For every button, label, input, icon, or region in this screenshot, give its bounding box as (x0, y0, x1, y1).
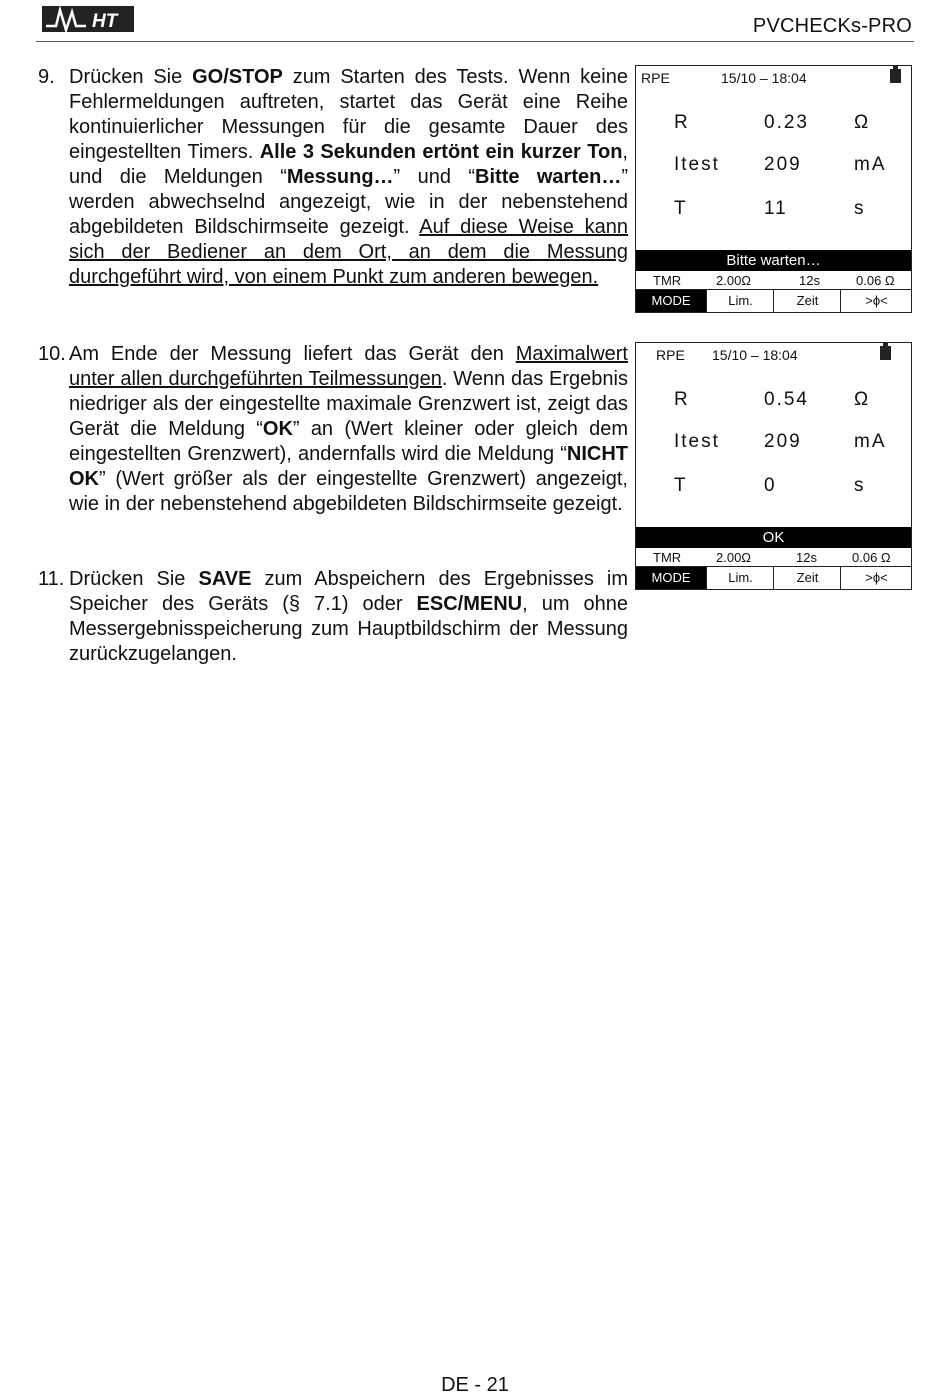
text-segment: Alle 3 Sekunden ertönt ein kurzer Ton (259, 141, 623, 163)
text-segment: Drücken Sie (69, 66, 193, 88)
offset-value: 0.06 Ω (852, 550, 891, 565)
text-segment: ” und “ (393, 166, 476, 188)
limit-value: 2.00Ω (716, 273, 752, 288)
instrument-screen-measuring (635, 65, 912, 313)
row-label: Itest (674, 431, 720, 452)
text-segment: zum Starten des Tests. Wenn keine Fehlermeldungen auftreten, startet das Gerät eine Reihe kontinuierlicher Messungen für die gesamte Dauer des eingestellten Timers. (69, 66, 628, 163)
row-unit: s (854, 475, 866, 496)
step-text (69, 65, 628, 290)
text-segment: Bitte warten… (475, 166, 622, 188)
row-unit: Ω (854, 389, 871, 410)
softkey-lim[interactable]: Lim. (706, 290, 774, 312)
step-number: 10. (38, 343, 66, 365)
instrument-screen-result (635, 342, 912, 590)
row-value: 209 (764, 431, 802, 452)
softkey-zero[interactable]: >ϕ< (840, 567, 912, 589)
softkey-zeit[interactable]: Zeit (773, 567, 841, 589)
text-segment: , um ohne Messergebnisspeicherung zum Hauptbildschirm der Messung zurückzugelangen. (69, 593, 628, 665)
tmr-label: TMR (653, 273, 682, 288)
battery-icon (880, 346, 891, 360)
limit-value: 2.00Ω (716, 550, 752, 565)
mode-label: RPE (641, 70, 670, 86)
row-label: R (674, 389, 690, 410)
softkey-bar (636, 567, 911, 589)
mode-label: RPE (656, 347, 685, 363)
page-number: DE - 21 (441, 1374, 509, 1396)
text-segment: GO/STOP (192, 66, 283, 88)
datetime: 15/10 – 18:04 (712, 347, 798, 363)
row-value: 0 (764, 475, 777, 496)
text-segment: ” werden abwechselnd angezeigt, wie in der nebenstehend abgebildeten Bildschirmseite gezeigt. (69, 166, 628, 238)
text-segment: , und die Meldungen “ (69, 141, 628, 188)
row-value: 0.54 (764, 389, 809, 410)
step-text (69, 342, 628, 517)
step-number: 11. (38, 568, 65, 590)
datetime: 15/10 – 18:04 (721, 70, 807, 86)
row-unit: Ω (854, 112, 871, 133)
row-value: 11 (764, 198, 788, 219)
text-segment: Auf diese Weise kann sich der Bediener an dem Ort, an dem die Messung durchgeführt wird, von einem Punkt zum anderen bewegen. (69, 216, 628, 288)
text-segment: SAVE (198, 568, 252, 590)
row-label: R (674, 112, 690, 133)
text-segment: ” an (Wert kleiner oder gleich dem eingestellten Grenzwert), andernfalls wird die Meldung “ (69, 418, 628, 465)
status-bar: Bitte warten… (636, 250, 911, 271)
softkey-zeit[interactable]: Zeit (773, 290, 841, 312)
page-header (36, 0, 914, 42)
softkey-zero[interactable]: >ϕ< (840, 290, 912, 312)
time-value: 12s (799, 273, 820, 288)
text-segment: ESC/MENU (416, 593, 523, 615)
row-value: 0.23 (764, 112, 809, 133)
text-segment: Drücken Sie (69, 568, 199, 590)
tmr-label: TMR (653, 550, 682, 565)
text-segment: ” (Wert größer als der eingestellte Grenzwert) angezeigt, wie in der nebenstehend abgebildeten Bildschirmseite gezeigt. (69, 468, 628, 515)
softkey-lim[interactable]: Lim. (706, 567, 774, 589)
row-unit: mA (854, 431, 887, 452)
step-text (69, 567, 628, 667)
row-unit: s (854, 198, 866, 219)
softkey-bar (636, 290, 911, 312)
text-segment: NICHT OK (69, 443, 628, 490)
text-segment: . Wenn das Ergebnis niedriger als der eingestellte maximale Grenzwert ist, zeigt das Gerät die Meldung “ (69, 368, 628, 440)
parameter-row (636, 548, 911, 567)
row-label: T (674, 198, 688, 219)
text-segment: Messung… (286, 166, 394, 188)
offset-value: 0.06 Ω (856, 273, 895, 288)
row-unit: mA (854, 154, 887, 175)
step-11 (38, 567, 628, 667)
battery-icon (890, 69, 901, 83)
parameter-row (636, 271, 911, 290)
product-name: PVCHECKs-PRO (752, 15, 912, 37)
softkey-mode[interactable]: MODE (636, 567, 706, 589)
text-segment: zum Abspeichern des Ergebnisses im Speicher des Geräts (§ 7.1) oder (69, 568, 628, 615)
ht-logo (42, 4, 134, 34)
step-10 (38, 342, 628, 517)
text-segment: OK (262, 418, 293, 440)
step-number: 9. (38, 66, 55, 88)
row-value: 209 (764, 154, 802, 175)
text-segment: Am Ende der Messung liefert das Gerät den (69, 343, 516, 365)
row-label: T (674, 475, 688, 496)
svg-text:HT: HT (92, 11, 118, 32)
softkey-mode[interactable]: MODE (636, 290, 706, 312)
status-bar: OK (636, 527, 911, 548)
text-segment: Maximalwert unter allen durchgeführten Teilmessungen (69, 343, 628, 390)
step-9 (38, 65, 628, 290)
time-value: 12s (796, 550, 817, 565)
row-label: Itest (674, 154, 720, 175)
